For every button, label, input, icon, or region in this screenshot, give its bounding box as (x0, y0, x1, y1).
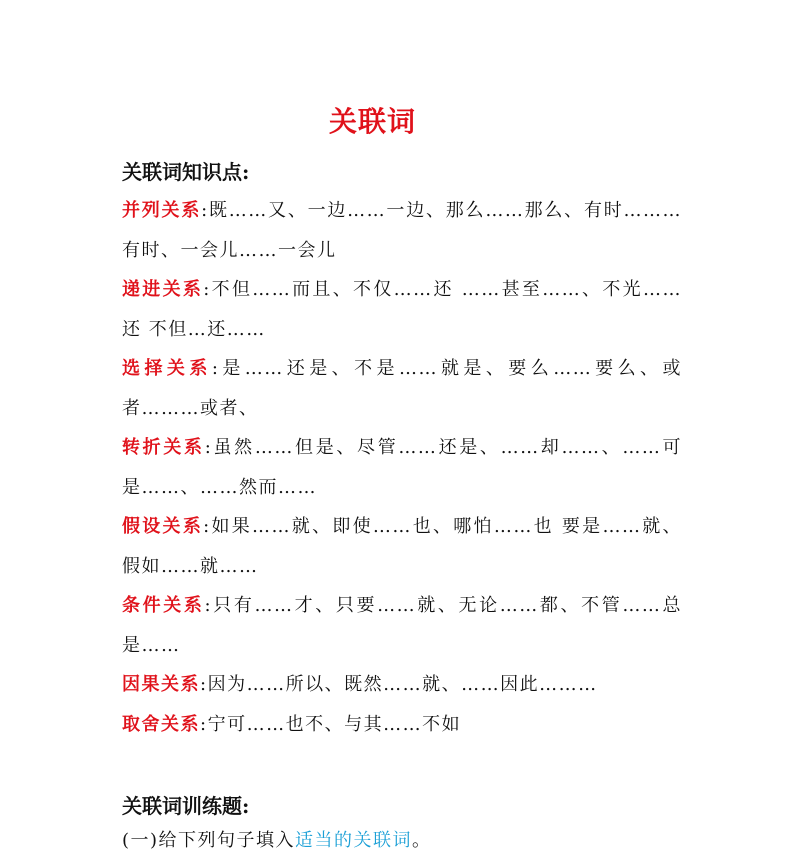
separator: : (201, 200, 209, 221)
relation-name: 因果关系 (122, 674, 200, 695)
relation-words: 宁可……也不、与其……不如 (207, 713, 462, 735)
relation-list (122, 191, 682, 744)
practice-heading: 关联词训练题: (122, 794, 250, 818)
relation-words: 因为……所以、既然……就、……因此……… (207, 674, 598, 695)
exercise-suffix: 。 (412, 830, 432, 851)
knowledge-points-heading: 关联词知识点: (122, 160, 250, 184)
exercise-instruction (122, 826, 432, 852)
relation-words: 不但……而且、不仅……还 ……甚至……、不光……还 不但…还…… (122, 279, 682, 340)
relation-name: 取舍关系 (122, 713, 200, 735)
separator: : (203, 516, 211, 537)
relation-name: 选择关系 (122, 358, 212, 379)
relation-item-preference (122, 705, 682, 745)
relation-name: 并列关系 (122, 200, 202, 221)
relation-name: 条件关系 (122, 595, 205, 616)
relation-item-conditional (122, 586, 682, 665)
relation-words: 如果……就、即使……也、哪怕……也 要是……就、假如……就…… (122, 516, 682, 577)
exercise-prefix: (一)给下列句子填入 (122, 830, 296, 851)
relation-words: 是……还是、不是……就是、要么……要么、或者………或者、 (122, 358, 683, 419)
relation-item-adversative (122, 428, 682, 507)
relation-name: 假设关系 (122, 516, 204, 537)
document-title: 关联词 (328, 105, 416, 138)
separator: : (204, 437, 213, 458)
separator: : (200, 674, 208, 695)
separator: : (203, 279, 211, 300)
relation-words: 只有……才、只要……就、无论……都、不管……总是…… (122, 595, 683, 656)
separator: : (211, 358, 220, 379)
relation-words: 既……又、一边……一边、那么……那么、有时………有时、一会儿……一会儿 (122, 200, 683, 261)
relation-item-causal (122, 665, 682, 705)
relation-item-progressive (122, 270, 682, 349)
exercise-highlight: 适当的关联词 (295, 830, 413, 851)
relation-name: 递进关系 (122, 279, 204, 300)
relation-item-choice (122, 349, 682, 428)
separator: : (200, 713, 208, 735)
relation-words: 虽然……但是、尽管……还是、……却……、……可是……、……然而…… (122, 437, 683, 498)
separator: : (204, 595, 213, 616)
relation-name: 转折关系 (122, 437, 205, 458)
relation-item-hypothetical (122, 507, 682, 586)
relation-item-parallel (122, 191, 682, 270)
